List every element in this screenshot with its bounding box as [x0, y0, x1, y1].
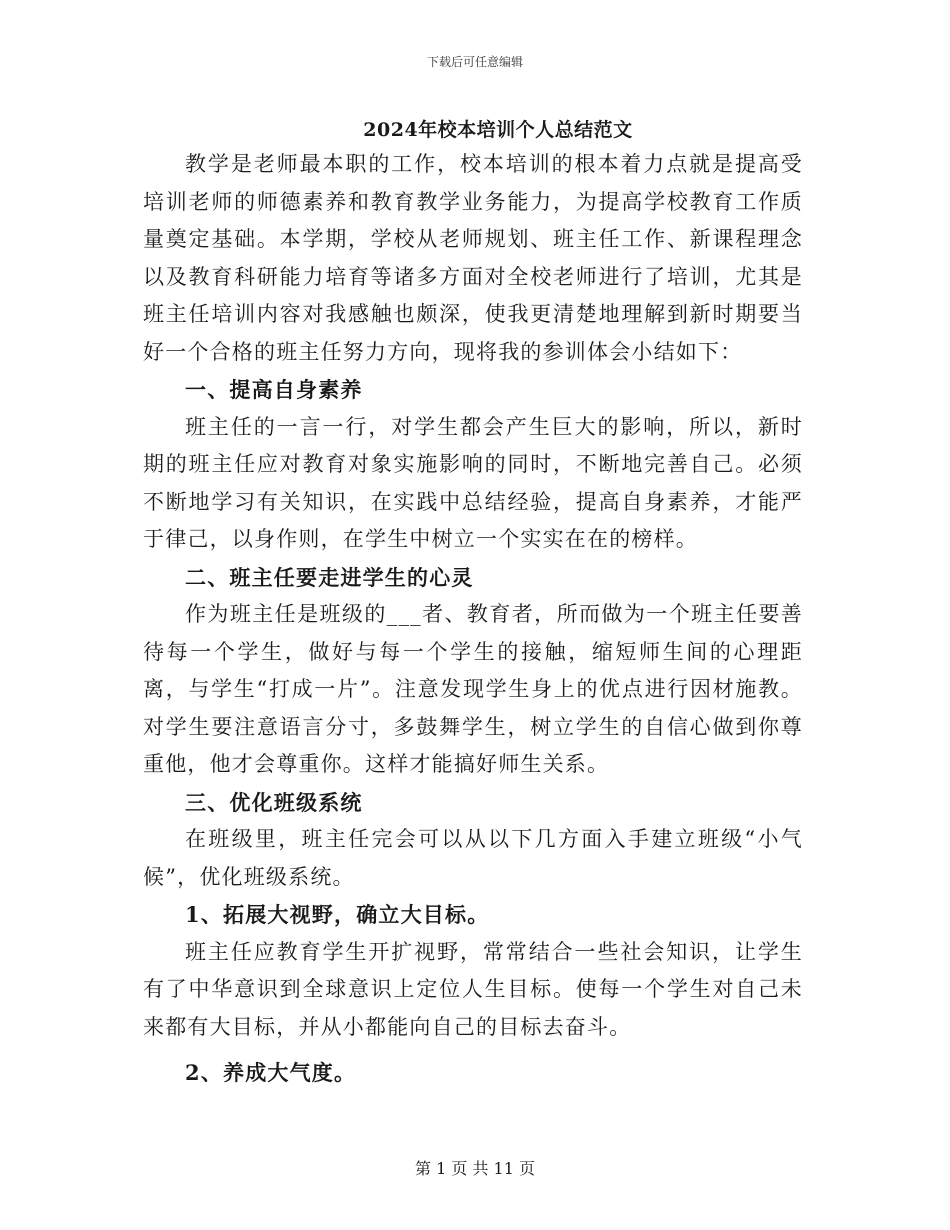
- intro-paragraph: 教学是老师最本职的工作，校本培训的根本着力点就是提高受培训老师的师德素养和教育教学业务能力，为提高学校教育工作质量奠定基础。本学期，学校从老师规划、班主任工作、新课程理念以及教育科研能力培育等诸多方面对全校老师进行了培训，尤其是班主任培训内容对我感触也颇深，使我更清楚地理解到新时期要当好一个合格的班主任努力方向，现将我的参训体会小结如下：: [143, 152, 803, 364]
- section-paragraph-3: 在班级里，班主任完会可以从以下几方面入手建立班级“小气候”，优化班级系统。: [143, 827, 803, 889]
- section-heading-2: 二、班主任要走进学生的心灵: [185, 564, 474, 590]
- section-paragraph-1: 班主任的一言一行，对学生都会产生巨大的影响，所以，新时期的班主任应对教育对象实施影响的同时，不断地完善自己。必须不断地学习有关知识，在实践中总结经验，提高自身素养，才能严于律己，以身作则，在学生中树立一个实实在在的榜样。: [143, 414, 803, 551]
- section-heading-1: 一、提高自身素养: [185, 377, 363, 402]
- subsection-paragraph-1: 班主任应教育学生开扩视野，常常结合一些社会知识，让学生有了中华意识到全球意识上定位人生目标。使每一个学生对自己未来都有大目标，并从小都能向自己的目标去奋斗。: [143, 939, 803, 1039]
- document-title: 2024年校本培训个人总结范文: [363, 119, 633, 141]
- section-heading-3: 三、优化班级系统: [185, 789, 363, 815]
- subsection-heading-2: 2、养成大气度。: [185, 1060, 357, 1085]
- section-paragraph-2: 作为班主任是班级的___者、教育者，所而做为一个班主任要善待每一个学生，做好与每一个学生的接触，缩短师生间的心理距离，与学生“打成一片”。注意发现学生身上的优点进行因材施教。对学生要注意语言分寸，多鼓舞学生，树立学生的自信心做到你尊重他，他才会尊重你。这样才能搞好师生关系。: [143, 602, 803, 776]
- header-note: 下载后可任意编辑: [426, 55, 523, 69]
- page-number-footer: 第 1 页 共 11 页: [415, 1159, 535, 1178]
- subsection-heading-1: 1、拓展大视野，确立大目标。: [185, 902, 490, 927]
- document-body: [143, 146, 803, 1092]
